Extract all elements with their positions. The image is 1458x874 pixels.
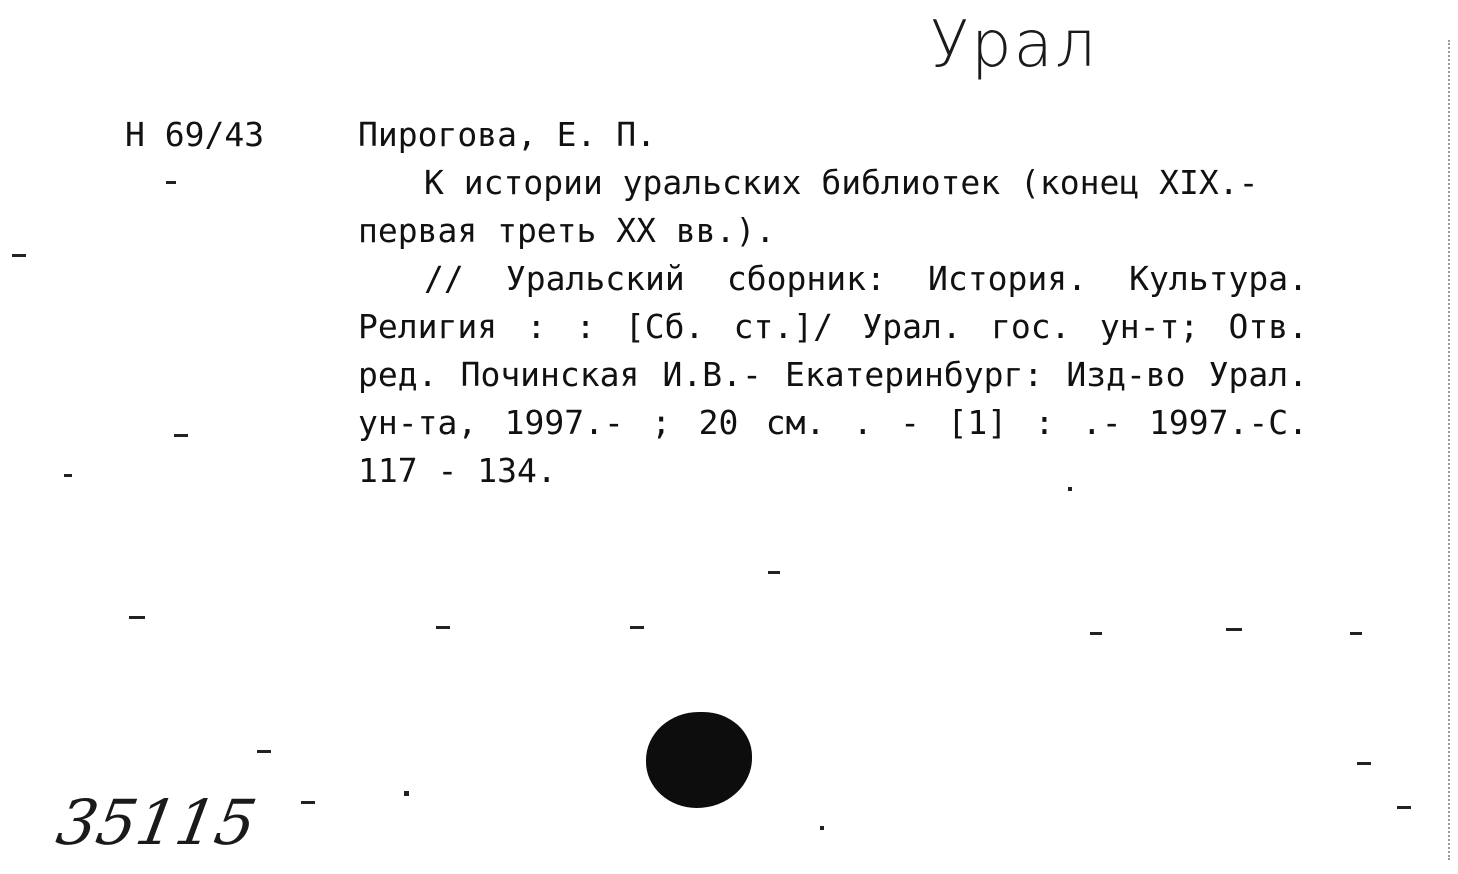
scan-speck xyxy=(129,616,145,619)
scan-speck xyxy=(820,826,824,830)
punch-hole xyxy=(646,712,752,808)
source-description: // Уральский сборник: История. Культура. Религия : : [Сб. ст.]/ Урал. гос. ун-т; Отв. ред. Починская И.В.- Екатеринбург: Изд-во Урал. ун-та, 1997.- ; 20 см. . - [1] : .- 1997.-С. 117 - 134. xyxy=(358,259,1308,490)
scan-speck xyxy=(1068,487,1072,491)
card-edge xyxy=(1448,40,1452,860)
scan-speck xyxy=(436,626,450,629)
scan-speck xyxy=(404,791,409,796)
scan-speck xyxy=(1357,762,1371,765)
scan-speck xyxy=(174,434,188,437)
author: Пирогова, Е. П. xyxy=(358,115,657,154)
scan-speck xyxy=(1397,806,1411,809)
scan-speck xyxy=(630,626,644,629)
shelfmark: Н 69/43 xyxy=(125,115,265,154)
scan-speck xyxy=(1090,632,1102,635)
title: К истории уральских библиотек (конец XIX.- первая треть XX вв.). xyxy=(358,163,1259,250)
scan-speck xyxy=(12,254,26,257)
scan-speck xyxy=(301,801,315,804)
scan-speck xyxy=(64,474,72,477)
scan-speck xyxy=(1350,632,1362,635)
scan-speck xyxy=(257,750,271,753)
inventory-number: 35115 xyxy=(51,786,262,859)
scan-speck xyxy=(768,571,780,574)
bibliographic-entry xyxy=(358,111,1308,495)
handwritten-heading: Урал xyxy=(930,8,1098,82)
scan-speck xyxy=(166,181,176,184)
scan-speck xyxy=(1226,628,1242,631)
